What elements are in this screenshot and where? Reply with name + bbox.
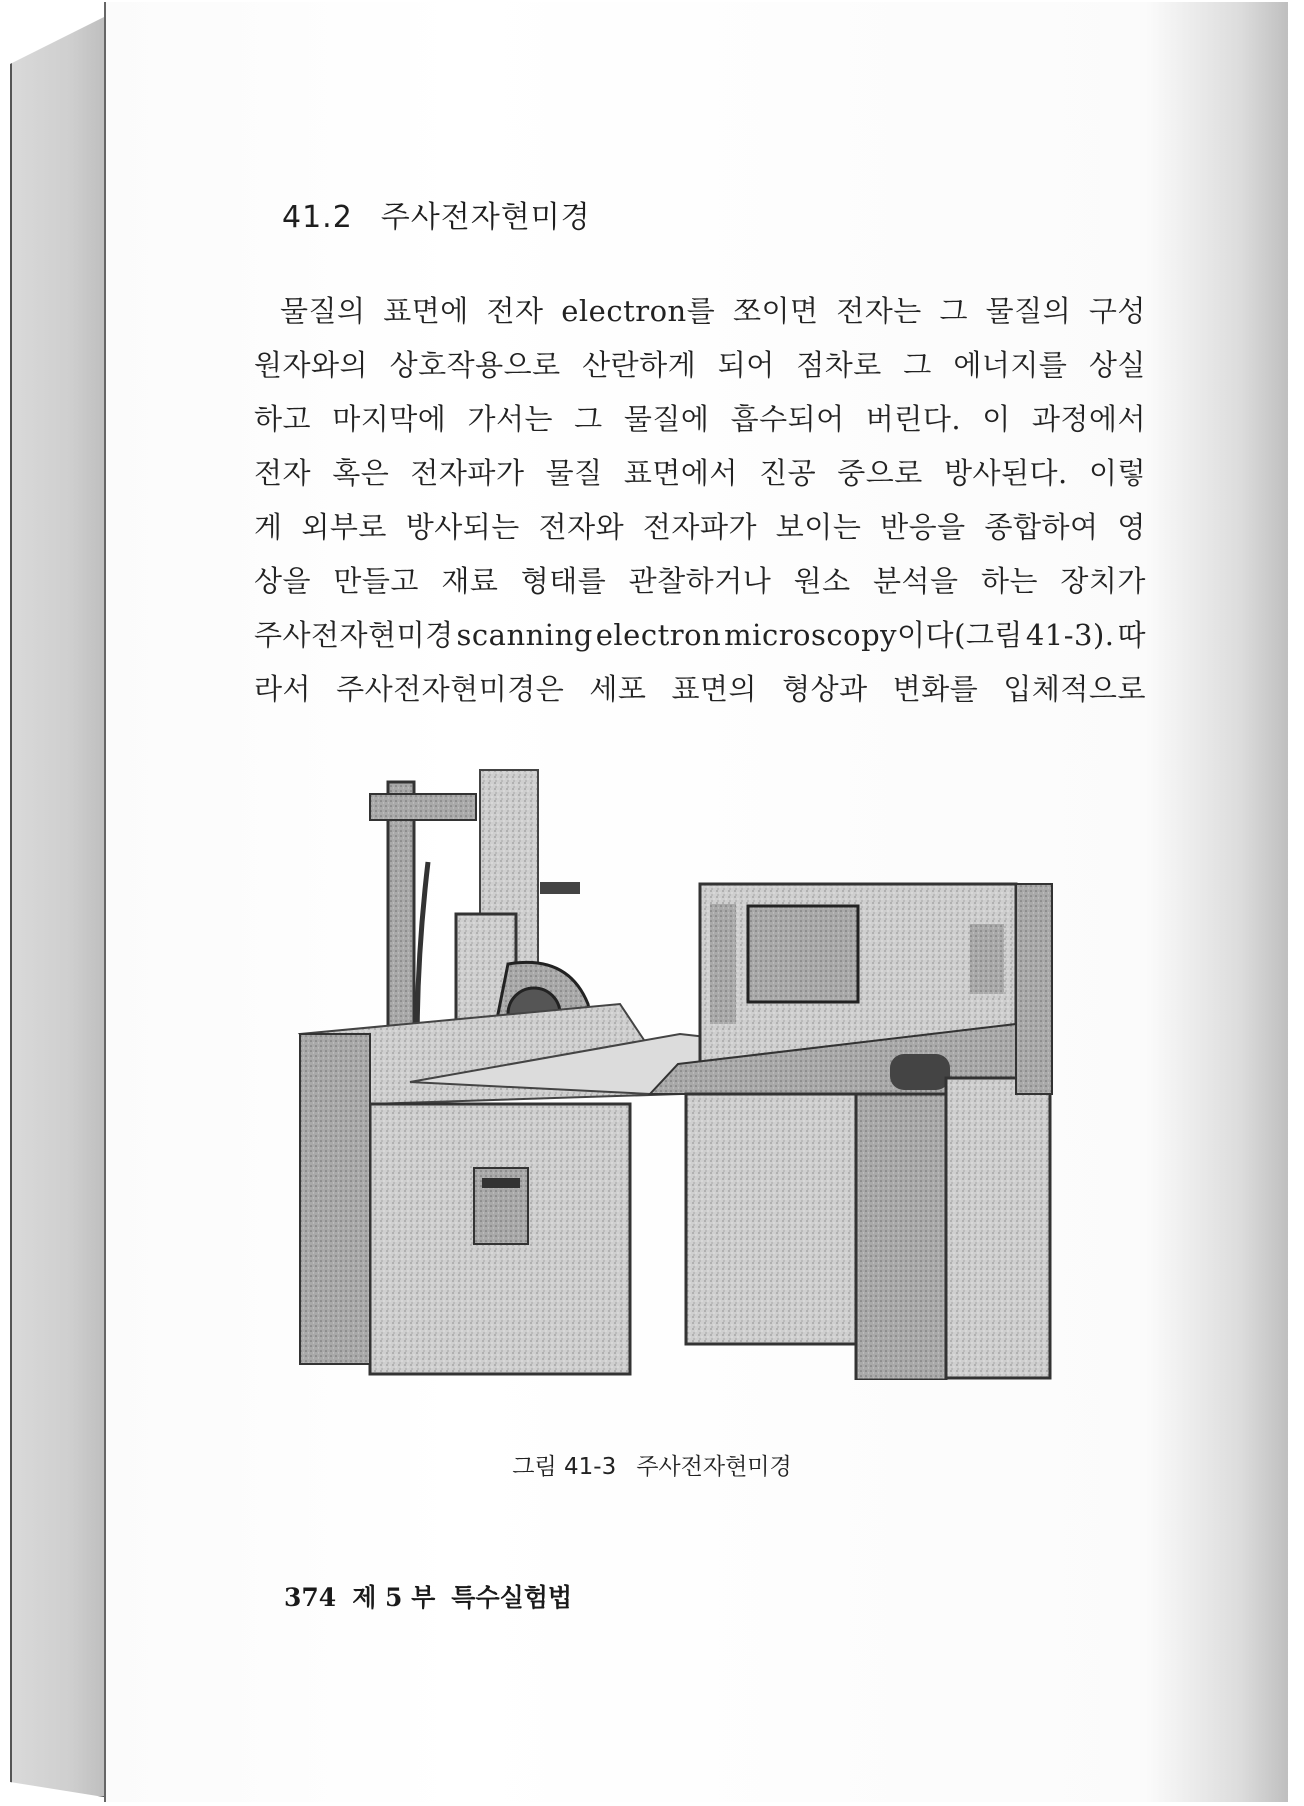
figure-caption (0, 1448, 1304, 1481)
word: 그 (939, 294, 968, 328)
word: 점차로 (796, 348, 882, 382)
word: 형상과 (782, 672, 868, 706)
word: 영 (1117, 510, 1146, 544)
word: 장치가 (1060, 564, 1146, 598)
word: 중으로 (837, 456, 923, 490)
word: 이렇 (1088, 456, 1146, 490)
word: 입체적으로 (1003, 672, 1146, 706)
word: 방사된다. (944, 456, 1068, 490)
paragraph-line (254, 338, 1146, 392)
word: 보이는 (775, 510, 862, 544)
section-heading (282, 192, 591, 236)
word: 표면에서 (623, 456, 738, 490)
word: 진공 (759, 456, 817, 490)
part-label: 제 5 부 (352, 1583, 436, 1612)
word: 상호작용으로 (389, 348, 561, 382)
word: 하고 (254, 402, 312, 436)
word: 원소 (793, 564, 851, 598)
word: 반응을 (880, 510, 966, 544)
word: 주사전자현미경은 (336, 672, 565, 706)
word: 전자와 (538, 510, 625, 544)
word: 분석을 (873, 564, 959, 598)
word: 물질의 (985, 294, 1072, 328)
word: microscopy이다(그림 (724, 618, 1023, 652)
word: 세포 (589, 672, 647, 706)
word: 종합하여 (984, 510, 1099, 544)
book-spine (10, 14, 110, 1798)
word: 과정에서 (1031, 402, 1146, 436)
paragraph-line (254, 608, 1146, 662)
word: 흡수되어 (730, 402, 845, 436)
paragraph-line (254, 446, 1146, 500)
paragraph-line (254, 392, 1146, 446)
paragraph-line (254, 662, 1146, 716)
word: electron (595, 618, 722, 652)
word: 에너지를 (953, 348, 1068, 382)
word: 표면의 (671, 672, 758, 706)
word: 전자는 (836, 294, 922, 328)
word: 재료 (441, 564, 499, 598)
word: 게 (254, 510, 283, 544)
word: 산란하게 (582, 348, 697, 382)
section-number: 41.2 (282, 200, 353, 235)
word: 이 (982, 402, 1011, 436)
word: 혹은 (332, 456, 390, 490)
sem-photo (290, 764, 1096, 1380)
word: 전자 (254, 456, 312, 490)
figure-label: 그림 41-3 (512, 1454, 617, 1480)
section-title: 주사전자현미경 (380, 200, 591, 235)
paragraph-line (254, 284, 1146, 338)
word: 표면에 (383, 294, 469, 328)
paragraph-line (254, 554, 1146, 608)
word: 만들고 (333, 564, 419, 598)
part-title: 특수실험법 (451, 1583, 573, 1612)
word: 그 (574, 402, 603, 436)
word: 쪼이면 (732, 294, 819, 328)
word: 따 (1117, 618, 1146, 652)
word: 구성 (1088, 294, 1146, 328)
word: 물질의 (280, 294, 366, 328)
word: 되어 (717, 348, 775, 382)
paragraph-line (254, 500, 1146, 554)
word: 상을 (254, 564, 312, 598)
word: 라서 (254, 672, 312, 706)
word: 전자 (486, 294, 544, 328)
page-footer (284, 1578, 588, 1614)
body-paragraph (254, 284, 1146, 716)
word: electron를 (561, 294, 716, 328)
word: 외부로 (301, 510, 387, 544)
word: scanning (456, 618, 593, 652)
word: 관찰하거나 (628, 564, 772, 598)
word: 41-3). (1025, 618, 1115, 652)
word: 마지막에 (332, 402, 447, 436)
word: 전자파가 (410, 456, 525, 490)
word: 그 (903, 348, 932, 382)
word: 물질 (545, 456, 603, 490)
word: 방사되는 (405, 510, 520, 544)
word: 가서는 (467, 402, 553, 436)
word: 변화를 (892, 672, 979, 706)
word: 원자와의 (254, 348, 369, 382)
figure-caption-text: 주사전자현미경 (636, 1454, 792, 1480)
word: 하는 (980, 564, 1038, 598)
word: 주사전자현미경 (254, 618, 454, 652)
word: 전자파가 (642, 510, 757, 544)
page-number: 374 (284, 1583, 337, 1612)
word: 형태를 (520, 564, 607, 598)
word: 물질에 (623, 402, 710, 436)
word: 버린다. (865, 402, 962, 436)
word: 상실 (1088, 348, 1146, 382)
